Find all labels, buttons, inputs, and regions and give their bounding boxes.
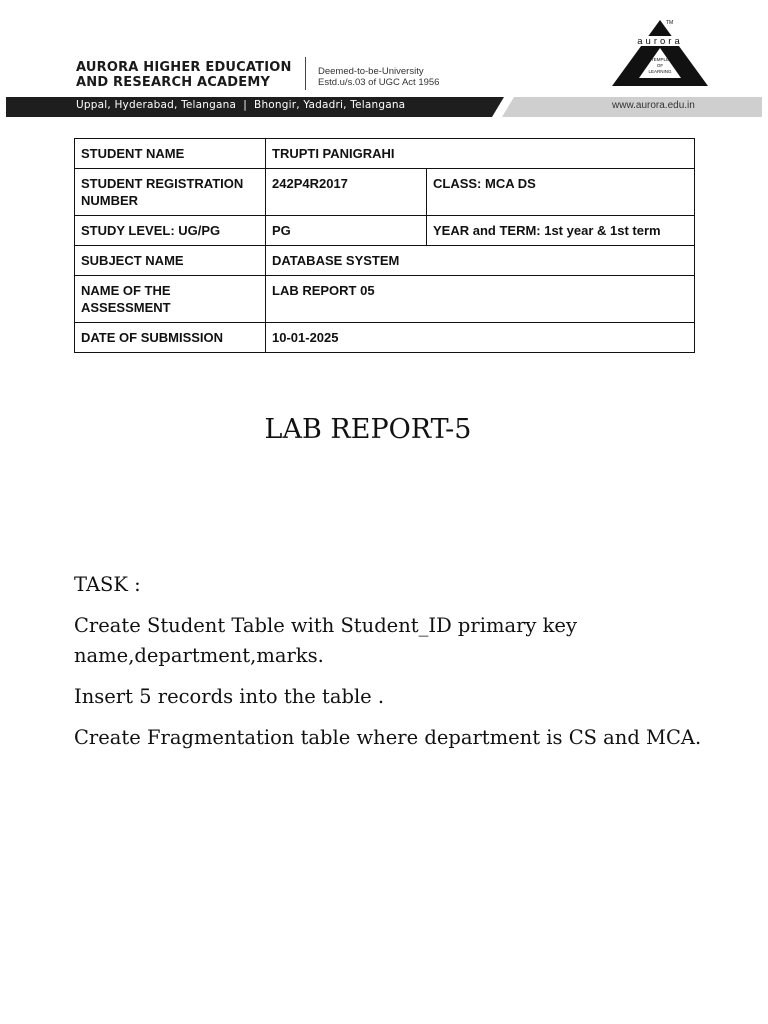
campus-locations: Uppal, Hyderabad, Telangana | Bhongir, Yadadri, Telangana: [76, 99, 406, 111]
assessment-value: LAB REPORT 05: [266, 276, 695, 323]
aurora-logo: [608, 16, 712, 90]
table-row: [75, 216, 695, 246]
report-title: LAB REPORT-5: [264, 414, 472, 445]
table-row: [75, 246, 695, 276]
student-name-label: STUDENT NAME: [75, 139, 266, 169]
letterhead: [0, 0, 768, 125]
deemed-line2: Estd.u/s.03 of UGC Act 1956: [318, 77, 440, 88]
task-item: Insert 5 records into the table .: [74, 685, 385, 708]
website-url: www.aurora.edu.in: [612, 100, 695, 111]
study-level-value: PG: [266, 216, 427, 246]
student-name-value: TRUPTI PANIGRAHI: [266, 139, 695, 169]
task-heading: TASK :: [74, 573, 141, 596]
deemed-line1: Deemed-to-be-University: [318, 66, 424, 77]
table-row: [75, 169, 695, 216]
institution-name-line1: AURORA HIGHER EDUCATION: [76, 60, 292, 75]
table-row: [75, 276, 695, 323]
logo-tm: TM: [666, 20, 674, 26]
registration-label: STUDENT REGISTRATION NUMBER: [75, 169, 266, 216]
institution-name: [76, 60, 292, 90]
registration-value: 242P4R2017: [266, 169, 427, 216]
logo-line3: LEARNING: [648, 69, 672, 74]
institution-name-line2: AND RESEARCH ACADEMY: [76, 75, 271, 90]
assessment-label: NAME OF THE ASSESSMENT: [75, 276, 266, 323]
year-term-cell: YEAR and TERM: 1st year & 1st term: [427, 216, 695, 246]
submission-date-value: 10-01-2025: [266, 323, 695, 353]
subject-label: SUBJECT NAME: [75, 246, 266, 276]
subject-value: DATABASE SYSTEM: [266, 246, 695, 276]
header-divider: [305, 57, 306, 90]
submission-date-label: DATE OF SUBMISSION: [75, 323, 266, 353]
task-item: Create Student Table with Student_ID primary key name,department,marks.: [74, 614, 577, 667]
table-row: [75, 323, 695, 353]
logo-line2: OF: [656, 63, 664, 68]
study-level-label: STUDY LEVEL: UG/PG: [75, 216, 266, 246]
task-section: [74, 570, 724, 764]
task-item: Create Fragmentation table where department is CS and MCA.: [74, 726, 702, 749]
logo-brand: aurora: [637, 36, 683, 47]
table-row: [75, 139, 695, 169]
student-info-table: [74, 138, 695, 353]
class-cell: CLASS: MCA DS: [427, 169, 695, 216]
logo-line1: TEMPLE: [650, 57, 670, 62]
deemed-university-note: [318, 66, 439, 88]
